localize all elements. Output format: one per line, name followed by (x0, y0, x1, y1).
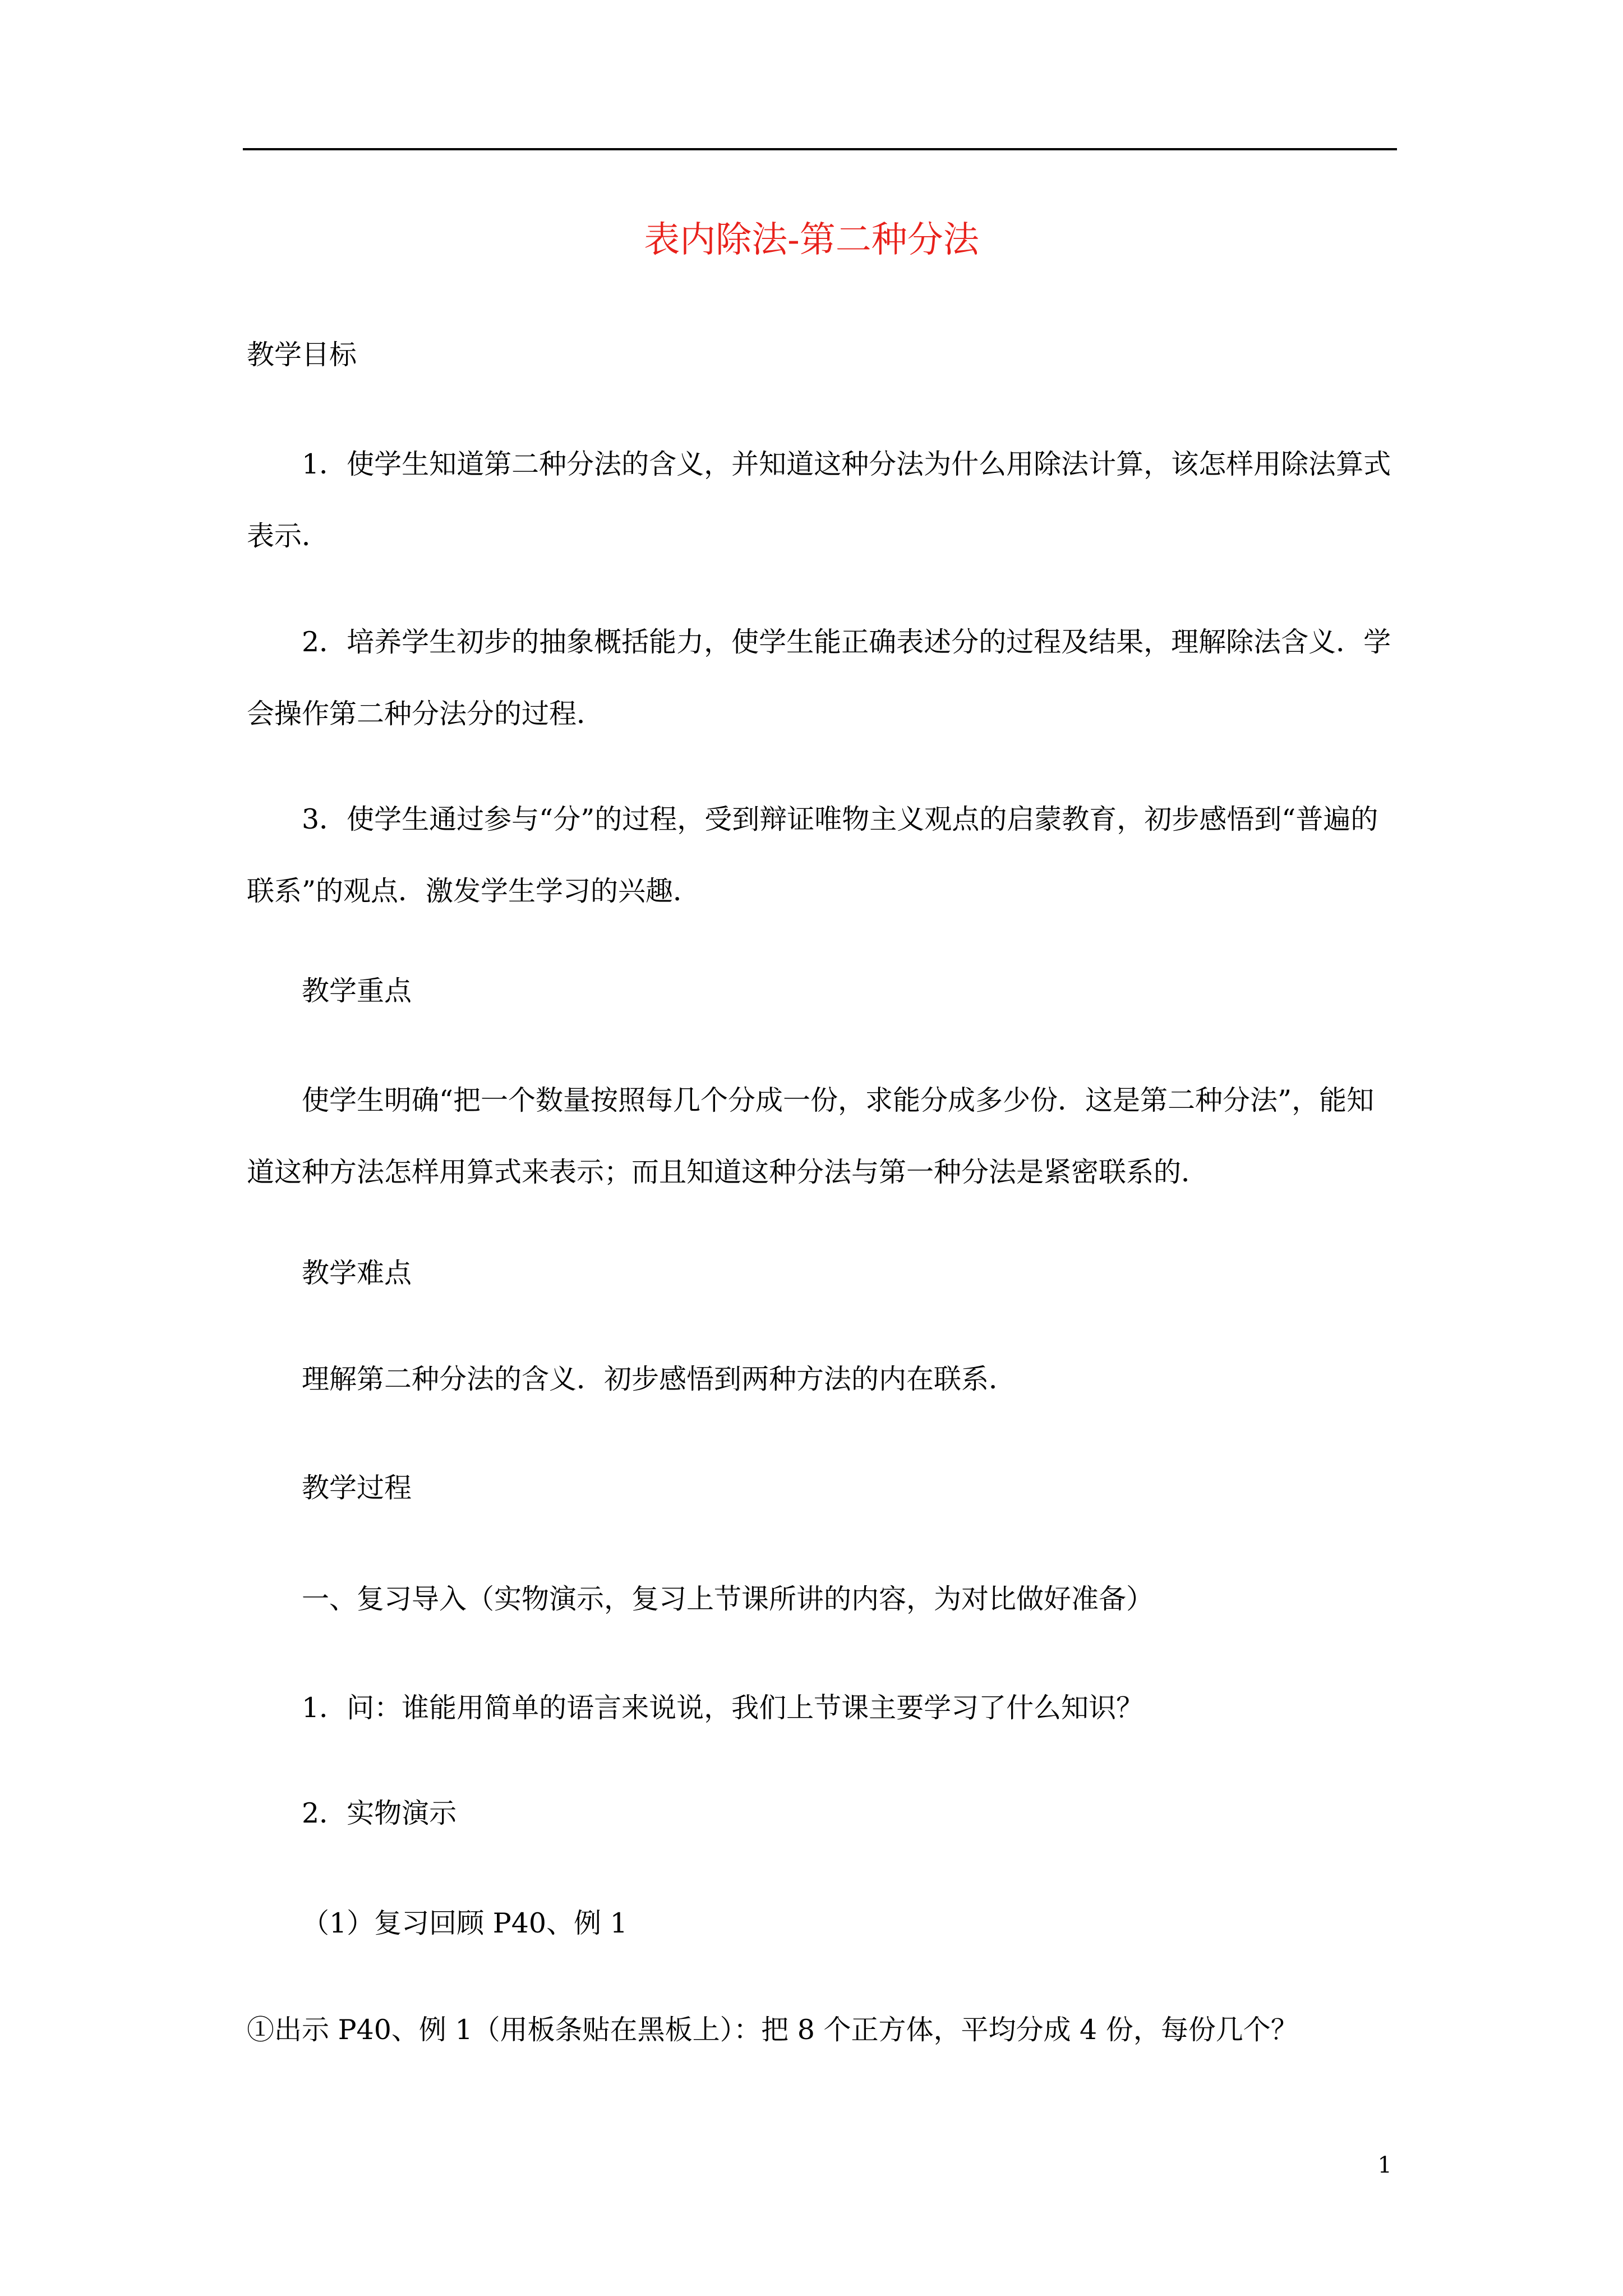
document-title: 表内除法-第二种分法 (644, 219, 979, 261)
process-item-1: 1．问：谁能用简单的语言来说说，我们上节课主要学习了什么知识？ (302, 1692, 1144, 1724)
section-heading-key-points: 教学重点 (302, 975, 412, 1007)
objective-2: 2．培养学生初步的抽象概括能力，使学生能正确表述分的过程及结果，理解除法含义．学会操作第二种分法分的过程． (247, 626, 1391, 730)
process-step-1: 一、复习导入（实物演示，复习上节课所讲的内容，为对比做好准备） (302, 1583, 1154, 1615)
section-heading-process: 教学过程 (302, 1472, 412, 1504)
difficulties-text: 理解第二种分法的含义．初步感悟到两种方法的内在联系． (302, 1363, 1017, 1395)
key-points-text: 使学生明确“把一个数量按照每几个分成一份，求能分成多少份．这是第二种分法”，能知道这种方法怎样用算式来表示；而且知道这种分法与第一种分法是紧密联系的． (247, 1084, 1375, 1188)
objective-3: 3．使学生通过参与“分”的过程，受到辩证唯物主义观点的启蒙教育，初步感悟到“普遍的联系”的观点．激发学生学习的兴趣． (247, 803, 1378, 907)
process-example-1: ①出示 P40、例 1（用板条贴在黑板上）：把 8 个正方体，平均分成 4 份，每份几个？ (247, 2014, 1298, 2046)
header-rule (243, 148, 1397, 150)
page-number: 1 (1377, 2152, 1392, 2178)
objective-1: 1．使学生知道第二种分法的含义，并知道这种分法为什么用除法计算，该怎样用除法算式表示． (247, 448, 1391, 552)
section-heading-difficulties: 教学难点 (302, 1257, 412, 1289)
process-subitem-1: （1）复习回顾 P40、例 1 (302, 1907, 628, 1939)
section-heading-objectives: 教学目标 (247, 339, 357, 371)
process-item-2: 2．实物演示 (302, 1797, 457, 1829)
